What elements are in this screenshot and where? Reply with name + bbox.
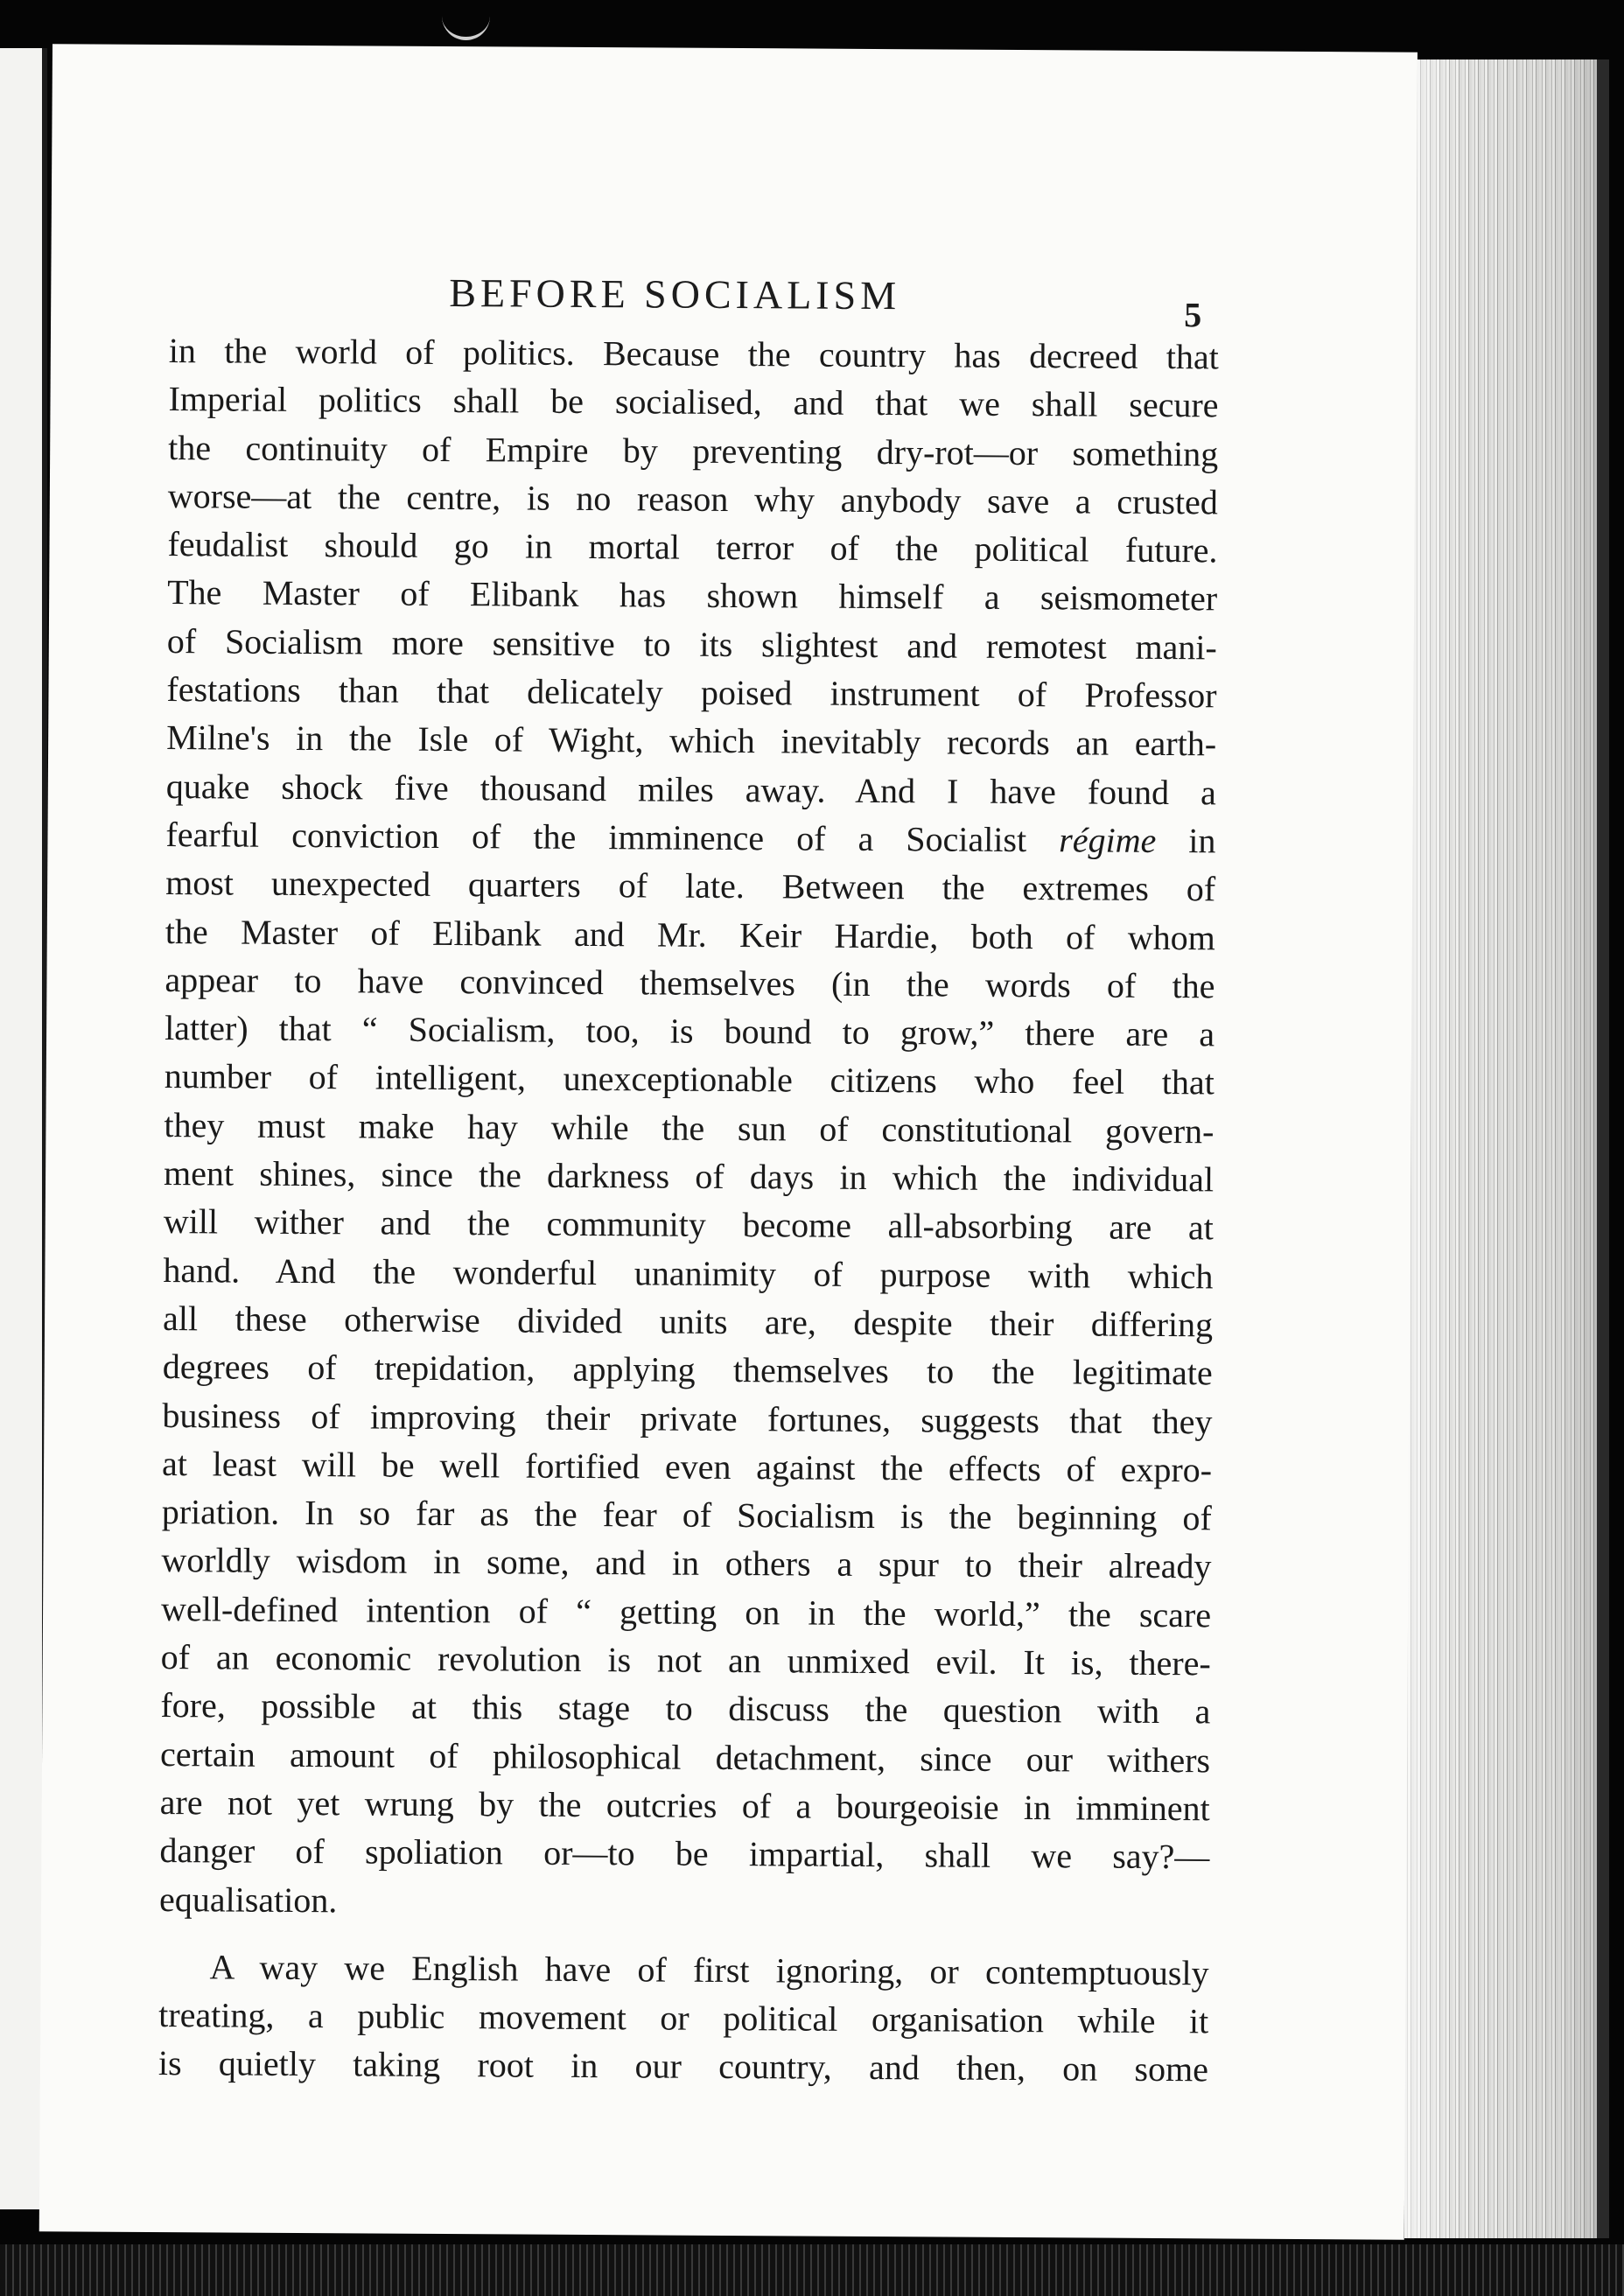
text-line: number of intelligent, unexceptionable citizens who feel that: [164, 1056, 1214, 1102]
text-line: ment shines, since the darkness of days in which the individual: [163, 1153, 1214, 1200]
text-line: Milne's in the Isle of Wight, which inevitably records an earth-: [166, 718, 1217, 764]
text-line: all these otherwise divided units are, despite their differing: [162, 1298, 1214, 1345]
text-line: well-defined intention of “ getting on in the world,” the scare: [160, 1588, 1212, 1635]
text-line: certain amount of philosophical detachment, since our withers: [159, 1733, 1211, 1780]
text-line: festations than that delicately poised instrument of Professor: [166, 669, 1217, 716]
text-line: appear to have convinced themselves (in the words of the: [164, 959, 1215, 1006]
text-line: danger of spoliation or—to be impartial, shall we say?—: [159, 1830, 1210, 1877]
page-number: 5: [1184, 295, 1202, 335]
text-line: the continuity of Empire by preventing dry-rot—or something: [168, 427, 1219, 473]
text-line: worldly wisdom in some, and in others a spur to their already: [161, 1540, 1212, 1586]
italic-word: régime: [1059, 820, 1157, 860]
text-line: equalisation.: [158, 1879, 338, 1920]
text-line: at least will be well fortified even against the effects of expro-: [161, 1443, 1213, 1490]
text-line: degrees of trepidation, applying themselves to the legitimate: [162, 1347, 1213, 1393]
text-line: are not yet wrung by the outcries of a bourgeoisie in imminent: [159, 1782, 1210, 1829]
text-line: is quietly taking root in our country, and then, on some: [158, 2043, 1209, 2090]
text-line: most unexpected quarters of late. Between the extremes of: [165, 863, 1216, 909]
text-line: will wither and the community become all-absorbing are at: [163, 1201, 1214, 1248]
facing-page-edge: [0, 48, 47, 2209]
text-line: of an economic revolution is not an unmixed evil. It is, there-: [160, 1637, 1211, 1684]
text-line: fearful conviction of the imminence of a Socialist régime in: [165, 815, 1216, 861]
text-line: the Master of Elibank and Mr. Keir Hardie, both of whom: [164, 911, 1215, 957]
text-line: hand. And the wonderful unanimity of purpose with which: [163, 1250, 1214, 1297]
text-line: feudalist should go in mortal terror of the political future.: [167, 524, 1218, 570]
text-line: in the world of politics. Because the country has decreed that: [168, 331, 1219, 377]
text-line: Imperial politics shall be socialised, and that we shall secure: [168, 379, 1219, 425]
paragraph-2: [158, 1942, 1209, 2094]
text-line: latter) that “ Socialism, too, is bound to grow,” there are a: [164, 1008, 1215, 1054]
text-line: priation. In so far as the fear of Socialism is the beginning of: [161, 1492, 1212, 1538]
text-line: business of improving their private fortunes, suggests that they: [162, 1395, 1213, 1441]
text-line: treating, a public movement or political organisation while it: [158, 1995, 1209, 2041]
scan-artifact-mark: [442, 10, 490, 40]
text-line: of Socialism more sensitive to its slightest and remotest mani-: [166, 620, 1217, 668]
page-stack-edge: [1404, 60, 1609, 2238]
text-line: they must make hay while the sun of constitutional govern-: [164, 1104, 1214, 1152]
text-line: quake shock five thousand miles away. And I have found a: [165, 766, 1216, 813]
body-text: [158, 326, 1219, 2094]
book-bottom-edge: [0, 2244, 1624, 2296]
text-line: worse—at the centre, is no reason why anybody save a crusted: [167, 475, 1218, 522]
text-line: The Master of Elibank has shown himself a seismometer: [167, 572, 1218, 619]
text-line: A way we English have of first ignoring, or contemptuously: [209, 1947, 1209, 1993]
running-title: BEFORE SOCIALISM: [449, 270, 901, 318]
text-line: fore, possible at this stage to discuss the question with a: [160, 1685, 1211, 1732]
book-page: [39, 44, 1418, 2239]
paragraph-1: [159, 326, 1219, 1929]
